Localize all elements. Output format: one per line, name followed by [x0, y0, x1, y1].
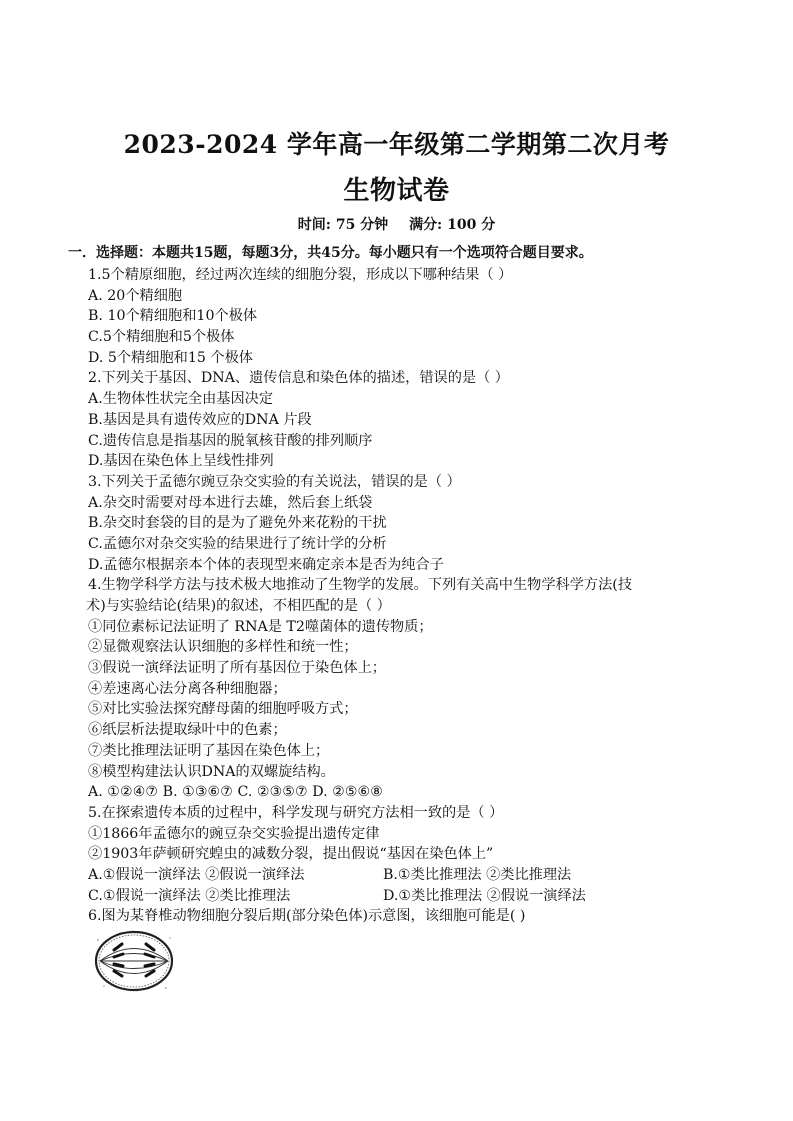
- exam-meta: [0, 214, 793, 234]
- full-score: 满分: 100 分: [409, 217, 496, 233]
- question-1-option-c: C.5个精细胞和5个极体: [88, 329, 235, 346]
- question-2-option-d: D.基因在染色体上呈线性排列: [88, 453, 274, 470]
- exam-subtitle: 生物试卷: [343, 176, 450, 206]
- question-5-stem: 5.在探索遗传本质的过程中，科学发现与研究方法相一致的是（ ）: [88, 804, 504, 821]
- question-5-option-b: B.①类比推理法 ②类比推理法: [383, 866, 572, 883]
- question-1-option-d: D. 5个精细胞和15 个极体: [88, 349, 253, 366]
- question-3-option-a: A.杂交时需要对母本进行去雄，然后套上纸袋: [88, 494, 373, 511]
- section-heading: 一．选择题：本题共15题，每题3分，共45分。每小题只有一个选项符合题目要求。: [68, 245, 593, 261]
- question-1-option-b: B. 10个精细胞和10个极体: [88, 308, 258, 325]
- question-2-option-c: C.遗传信息是指基因的脱氧核苷酸的排列顺序: [88, 432, 373, 449]
- question-5-item-1: ①1866年孟德尔的豌豆杂交实验提出遗传定律: [88, 825, 380, 842]
- question-5-item-2: ②1903年萨顿研究蝗虫的减数分裂，提出假说“基因在染色体上”: [88, 846, 494, 863]
- question-3-stem: 3.下列关于孟德尔豌豆杂交实验的有关说法，错误的是（ ）: [88, 473, 461, 490]
- question-6-stem: 6.图为某脊椎动物细胞分裂后期(部分染色体)示意图，该细胞可能是( ): [88, 908, 526, 925]
- question-4-item-8: ⑧模型构建法认识DNA的双螺旋结构。: [88, 763, 335, 780]
- question-4-item-7: ⑦类比推理法证明了基因在染色体上；: [88, 742, 330, 759]
- question-5-options-row-1: [88, 865, 738, 886]
- question-4-item-6: ⑥纸层析法提取绿叶中的色素；: [88, 722, 287, 739]
- question-5-option-d: D.①类比推理法 ②假说一演绎法: [383, 887, 586, 904]
- question-2-option-a: A.生物体性状完全由基因决定: [88, 391, 274, 408]
- question-4-item-2: ②显微观察法认识细胞的多样性和统一性；: [88, 639, 358, 656]
- question-3-option-c: C.孟德尔对杂交实验的结果进行了统计学的分析: [88, 535, 387, 552]
- question-1-option-a: A. 20个精细胞: [88, 287, 183, 304]
- exam-title: 2023-2024 学年高一年级第二学期第二次月考: [123, 130, 670, 159]
- question-3-option-b: B.杂交时套袋的目的是为了避免外来花粉的干扰: [88, 515, 387, 532]
- question-4-item-4: ④差速离心法分离各种细胞器；: [88, 680, 287, 697]
- question-list: [88, 265, 738, 927]
- question-5-option-a: A.①假说一演绎法 ②假说一演绎法: [88, 866, 305, 883]
- question-4-item-3: ③假说一演绎法证明了所有基因位于染色体上；: [88, 660, 386, 677]
- question-3-option-d: D.孟德尔根据亲本个体的表现型来确定亲本是否为纯合子: [88, 556, 444, 573]
- question-4-options: A. ①②④⑦ B. ①③⑥⑦ C. ②③⑤⑦ D. ②⑤⑥⑧: [88, 784, 383, 801]
- question-2-option-b: B.基因是具有遗传效应的DNA 片段: [88, 411, 312, 428]
- question-5-options-row-2: [88, 886, 738, 907]
- question-4-item-5: ⑤对比实验法探究酵母菌的细胞呼吸方式；: [88, 701, 358, 718]
- question-4-stem-line-1: 4.生物学科学方法与技术极大地推动了生物学的发展。下列有关高中生物学科学方法(技: [88, 577, 633, 594]
- question-1-stem: 1.5个精原细胞，经过两次连续的细胞分裂，形成以下哪种结果（ ）: [88, 267, 513, 283]
- question-5-option-c: C.①假说一演绎法 ②类比推理法: [88, 887, 291, 904]
- cell-division-figure: [92, 928, 176, 994]
- question-4-item-1: ①同位素标记法证明了 RNA是 T2噬菌体的遗传物质；: [88, 618, 433, 635]
- question-2-stem: 2.下列关于基因、DNA、遗传信息和染色体的描述，错误的是（ ）: [88, 370, 509, 387]
- time-limit: 时间: 75 分钟: [297, 217, 389, 233]
- question-4-stem-line-2: 术)与实验结论(结果)的叙述，不相匹配的是（ ）: [86, 598, 391, 614]
